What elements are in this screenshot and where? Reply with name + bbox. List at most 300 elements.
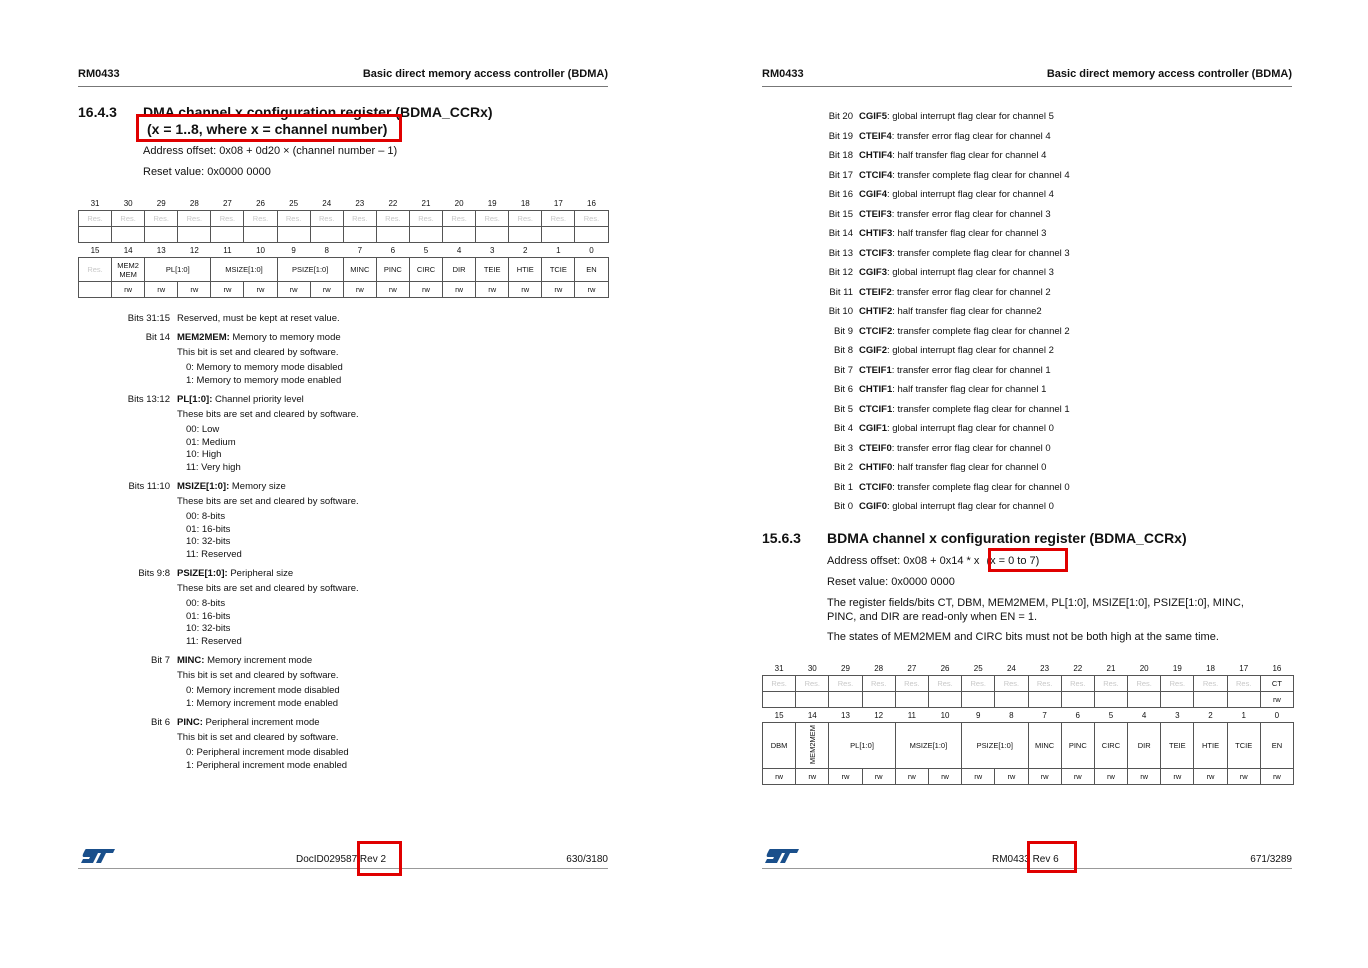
access-type: rw: [409, 282, 442, 298]
header-chapter: Basic direct memory access controller (BDMA): [362, 68, 608, 80]
access-type: rw: [509, 282, 542, 298]
bit-text: Channel priority level: [212, 394, 304, 405]
bit-text: : half transfer flag clear for channel 3: [892, 228, 1047, 239]
field-name: CTCIF1: [859, 404, 893, 415]
bit-label: Bit 17: [828, 170, 853, 181]
bit-number: 30: [807, 663, 817, 673]
field-reserved: Res.: [1028, 676, 1061, 692]
access-type: rw: [178, 282, 211, 298]
bit-label: Bit 0: [833, 501, 853, 512]
access-type: rw: [277, 282, 310, 298]
address-offset-prefix: Address offset: 0x08 + 0x14 * x: [827, 555, 980, 567]
bit-number: 18: [520, 198, 530, 208]
bit-text: Memory to memory mode: [229, 332, 341, 343]
bit-label: Bit 3: [833, 443, 853, 454]
access-row-lower: [79, 282, 609, 298]
bit-value: 10: 32-bits: [186, 536, 231, 547]
bit-number: 26: [940, 663, 950, 673]
bit-value: 0: Memory to memory mode disabled: [186, 362, 343, 373]
bit-number: 11: [907, 710, 916, 720]
bit-label: Bit 1: [833, 482, 853, 493]
access-type: rw: [1094, 769, 1127, 785]
field-pinc: PINC: [1061, 723, 1094, 769]
bit-number: 5: [1108, 710, 1114, 720]
bit-number: 27: [907, 663, 917, 673]
note-readonly-line2: PINC, and DIR are read-only when EN = 1.: [827, 611, 1038, 623]
field-teie: TEIE: [476, 258, 509, 282]
bit-number: 2: [1208, 710, 1213, 720]
section-title: DMA channel x configuration register (BDMA_CCRx): [143, 104, 493, 120]
bit-text: : transfer complete flag clear for channel 4: [892, 170, 1070, 181]
field-name: CGIF5: [859, 111, 887, 122]
field-name: CTEIF4: [859, 131, 892, 142]
bit-number: 3: [1175, 710, 1180, 720]
bit-text: Reserved, must be kept at reset value.: [177, 313, 340, 324]
bit-value: 11: Reserved: [186, 636, 242, 647]
field-reserved: Res.: [1061, 676, 1094, 692]
field-row-upper: [79, 211, 609, 227]
bit-number: 25: [289, 198, 299, 208]
bit-label: Bit 9: [833, 326, 853, 337]
field-name: PSIZE[1:0]:: [177, 568, 228, 579]
section-subtitle: (x = 1..8, where x = channel number): [147, 121, 388, 137]
bit-number: 10: [940, 710, 950, 720]
st-logo-icon: [764, 848, 800, 864]
bit-note: These bits are set and cleared by software.: [177, 583, 359, 594]
field-name: CHTIF2: [859, 306, 893, 317]
address-offset: Address offset: 0x08 + 0d20 × (channel number – 1): [143, 145, 398, 157]
field-reserved: Res.: [796, 676, 829, 692]
register-map-table: [78, 196, 609, 298]
bit-label: Bits 11:10: [128, 481, 170, 492]
bit-label: Bit 10: [828, 306, 853, 317]
field-en: EN: [1260, 723, 1293, 769]
field-reserved: Res.: [575, 211, 608, 227]
highlight-box: [136, 114, 402, 142]
access-type: rw: [575, 282, 608, 298]
footer-page-number: 671/3289: [1250, 854, 1292, 865]
bit-number-row-upper: [79, 196, 609, 211]
bit-number: 13: [156, 245, 166, 255]
bit-text: : half transfer flag clear for channel 4: [892, 150, 1047, 161]
bit-value: 1: Memory to memory mode enabled: [186, 375, 342, 386]
bit-text: : global interrupt flag clear for channel 5: [886, 111, 1054, 122]
bit-number: 31: [90, 198, 100, 208]
bit-number: 8: [324, 245, 329, 255]
bit-label: Bit 15: [828, 209, 853, 220]
bit-text: : transfer complete flag clear for channel 0: [892, 482, 1070, 493]
access-type: rw: [862, 769, 895, 785]
field-row-upper: [763, 676, 1294, 692]
bit-number: 17: [1239, 663, 1249, 673]
access-type: rw: [443, 282, 476, 298]
bit-number: 0: [589, 245, 594, 255]
bit-number: 20: [454, 198, 464, 208]
bit-number: 6: [390, 245, 396, 255]
field-mem2mem: [112, 258, 145, 282]
bit-number: 14: [123, 245, 133, 255]
bit-value: 11: Very high: [186, 462, 241, 473]
bit-number: 19: [1172, 663, 1182, 673]
field-row-lower: [79, 258, 609, 282]
bit-number: 21: [1106, 663, 1116, 673]
bit-text: : transfer error flag clear for channel 4: [891, 131, 1051, 142]
field-label: MEM2: [117, 260, 139, 270]
access-type: rw: [112, 282, 145, 298]
footer-doc-id: RM0433 Rev 6: [992, 854, 1059, 865]
field-psize: PSIZE[1:0]: [962, 723, 1028, 769]
field-name: PINC:: [177, 717, 203, 728]
field-msize: MSIZE[1:0]: [211, 258, 277, 282]
reset-value: Reset value: 0x0000 0000: [143, 166, 271, 178]
bit-value: 00: 8-bits: [186, 598, 226, 609]
header-doc-id: RM0433: [762, 68, 804, 80]
field-minc: MINC: [343, 258, 376, 282]
bit-label: Bit 2: [833, 462, 853, 473]
access-type: rw: [542, 282, 575, 298]
bit-number: 3: [489, 245, 495, 255]
bit-number: 9: [975, 710, 981, 720]
bit-number: 31: [774, 663, 784, 673]
bit-number: 28: [874, 663, 884, 673]
field-reserved: Res.: [343, 211, 376, 227]
access-type: rw: [829, 769, 862, 785]
field-reserved: Res.: [1128, 676, 1161, 692]
bit-label: Bit 14: [145, 332, 170, 343]
access-type: rw: [211, 282, 244, 298]
field-name: CTEIF3: [859, 209, 892, 220]
access-type: rw: [763, 769, 796, 785]
bit-value: 01: 16-bits: [186, 524, 231, 535]
bit-value: 01: 16-bits: [186, 611, 231, 622]
field-name: PL[1:0]:: [177, 394, 213, 405]
field-name: CHTIF0: [859, 462, 893, 473]
highlight-box: [988, 548, 1068, 572]
bit-text: : global interrupt flag clear for channel 4: [886, 189, 1054, 200]
access-type: rw: [476, 282, 509, 298]
section-number: 16.4.3: [78, 104, 117, 120]
section-title: BDMA channel x configuration register (BDMA_CCRx): [827, 530, 1187, 546]
bit-number: 22: [1073, 663, 1083, 673]
bit-value: 0: Memory increment mode disabled: [186, 685, 340, 696]
field-reserved: Res.: [1094, 676, 1127, 692]
page-footer: [78, 848, 608, 869]
field-circ: CIRC: [1094, 723, 1127, 769]
field-name: CGIF1: [859, 423, 887, 434]
bit-note: This bit is set and cleared by software.: [177, 732, 339, 743]
bit-label: Bit 6: [150, 717, 170, 728]
field-row-lower: [763, 723, 1294, 769]
bit-number: 12: [874, 710, 884, 720]
access-type: rw: [928, 769, 961, 785]
bit-value: 00: 8-bits: [186, 511, 226, 522]
bit-value: 0: Peripheral increment mode disabled: [186, 747, 349, 758]
footer-doc-id: DocID029587 Rev 2: [296, 854, 387, 865]
field-circ: CIRC: [409, 258, 442, 282]
field-reserved: Res.: [277, 211, 310, 227]
bit-label: Bit 12: [828, 267, 853, 278]
field-ct: CT: [1260, 676, 1293, 692]
field-reserved: Res.: [1161, 676, 1194, 692]
bit-number: 5: [423, 245, 429, 255]
bit-text: : transfer complete flag clear for channel 1: [892, 404, 1070, 415]
bit-number: 10: [256, 245, 265, 255]
field-name: CTEIF0: [859, 443, 892, 454]
field-dir: DIR: [1128, 723, 1161, 769]
bit-label: Bit 13: [828, 248, 853, 259]
bit-number: 14: [807, 710, 817, 720]
field-reserved: Res.: [962, 676, 995, 692]
bit-number: 11: [223, 245, 232, 255]
field-name: CTEIF2: [859, 287, 892, 298]
bit-number: 22: [388, 198, 398, 208]
access-type: rw: [796, 769, 829, 785]
bit-value: 11: Reserved: [186, 549, 242, 560]
bit-number: 2: [523, 245, 528, 255]
field-reserved: Res.: [310, 211, 343, 227]
bit-note: This bit is set and cleared by software.: [177, 670, 339, 681]
access-type: rw: [343, 282, 376, 298]
bit-number: 30: [123, 198, 133, 208]
bit-number: 27: [222, 198, 232, 208]
bit-number: 26: [256, 198, 265, 208]
bit-number-row-upper: [763, 661, 1294, 676]
bit-number: 15: [774, 710, 784, 720]
field-reserved: Res.: [995, 676, 1028, 692]
bit-label: Bits 13:12: [127, 394, 170, 405]
access-type: rw: [244, 282, 277, 298]
field-psize: PSIZE[1:0]: [277, 258, 343, 282]
bit-text: Peripheral size: [227, 568, 294, 579]
bit-number: 8: [1009, 710, 1014, 720]
field-name: CGIF2: [859, 345, 887, 356]
field-htie: HTIE: [1194, 723, 1227, 769]
bit-number: 13: [841, 710, 850, 720]
field-msize: MSIZE[1:0]: [895, 723, 961, 769]
bit-text: : transfer complete flag clear for channel 2: [892, 326, 1070, 337]
access-type: rw: [995, 769, 1028, 785]
bit-text: : transfer complete flag clear for channel 3: [892, 248, 1070, 259]
field-name: MINC:: [177, 655, 205, 666]
field-reserved: Res.: [476, 211, 509, 227]
field-dbm: DBM: [763, 723, 796, 769]
field-name: CTCIF0: [859, 482, 893, 493]
bit-text: : global interrupt flag clear for channel 3: [886, 267, 1054, 278]
bit-number: 21: [421, 198, 431, 208]
access-row-lower: [763, 769, 1294, 785]
bit-text: : transfer error flag clear for channel 1: [891, 365, 1051, 376]
bit-value: 01: Medium: [186, 437, 236, 448]
bit-label: Bit 19: [828, 131, 853, 142]
field-reserved: Res.: [79, 258, 112, 282]
access-type: rw: [1260, 692, 1293, 708]
field-name: CHTIF3: [859, 228, 893, 239]
bit-number: 17: [553, 198, 563, 208]
bit-value: 10: 32-bits: [186, 623, 231, 634]
bit-number: 20: [1139, 663, 1149, 673]
bit-note: These bits are set and cleared by software.: [177, 496, 359, 507]
field-reserved: Res.: [1194, 676, 1227, 692]
bit-number: 6: [1075, 710, 1080, 720]
bit-value: 00: Low: [186, 424, 220, 435]
bit-number: 25: [973, 663, 983, 673]
bit-number: 29: [156, 198, 166, 208]
bit-number: 23: [355, 198, 365, 208]
field-reserved: Res.: [211, 211, 244, 227]
field-reserved: Res.: [178, 211, 211, 227]
access-row-upper: [763, 692, 1294, 708]
bit-number: 9: [291, 245, 296, 255]
bit-number: 1: [1241, 710, 1246, 720]
bit-number: 24: [322, 198, 332, 208]
bit-note: These bits are set and cleared by software.: [177, 409, 359, 420]
field-reserved: Res.: [928, 676, 961, 692]
access-type: rw: [1227, 769, 1260, 785]
bit-label: Bit 7: [150, 655, 170, 666]
field-name: CGIF0: [859, 501, 887, 512]
bit-label: Bit 7: [833, 365, 853, 376]
bit-label: Bit 16: [828, 189, 853, 200]
access-type: rw: [962, 769, 995, 785]
field-name: CHTIF1: [859, 384, 893, 395]
bit-label: Bit 11: [829, 287, 853, 298]
bit-label: Bits 31:15: [127, 313, 170, 324]
bit-number: 29: [841, 663, 850, 673]
access-type: rw: [1028, 769, 1061, 785]
field-name: CTCIF3: [859, 248, 893, 259]
bit-text: Peripheral increment mode: [202, 717, 320, 728]
note-mem2mem-circ: The states of MEM2MEM and CIRC bits must not be both high at the same time.: [827, 631, 1219, 643]
bit-label: Bit 14: [828, 228, 853, 239]
note-readonly-line1: The register fields/bits CT, DBM, MEM2MEM, PL[1:0], MSIZE[1:0], PSIZE[1:0], MINC,: [827, 597, 1244, 609]
field-reserved: Res.: [895, 676, 928, 692]
field-reserved: Res.: [244, 211, 277, 227]
bit-text: : global interrupt flag clear for channel 0: [886, 501, 1054, 512]
highlight-box: [357, 841, 402, 876]
right-page: [684, 0, 1368, 968]
bit-number: 7: [357, 245, 363, 255]
field-minc: MINC: [1028, 723, 1061, 769]
access-type: rw: [895, 769, 928, 785]
bit-text: : half transfer flag clear for channe2: [892, 306, 1042, 317]
bit-note: This bit is set and cleared by software.: [177, 347, 339, 358]
field-reserved: Res.: [1227, 676, 1260, 692]
field-label: MEM: [119, 269, 137, 279]
access-type: rw: [1194, 769, 1227, 785]
bit-label: Bits 9:8: [138, 568, 170, 579]
field-name: CHTIF4: [859, 150, 893, 161]
bit-number-row-lower: [763, 708, 1294, 723]
field-reserved: Res.: [443, 211, 476, 227]
header-doc-id: RM0433: [78, 68, 120, 80]
bit-text: : global interrupt flag clear for channel 2: [886, 345, 1054, 356]
field-name: CGIF3: [859, 267, 887, 278]
bit-value: 1: Peripheral increment mode enabled: [186, 760, 348, 771]
bit-text: : transfer error flag clear for channel 0: [891, 443, 1051, 454]
access-row-upper: [79, 227, 609, 243]
bit-label: Bit 6: [833, 384, 853, 395]
field-reserved: Res.: [862, 676, 895, 692]
field-pinc: PINC: [376, 258, 409, 282]
access-type: rw: [310, 282, 343, 298]
bit-text: : global interrupt flag clear for channel 0: [886, 423, 1054, 434]
bit-number: 7: [1042, 710, 1047, 720]
field-reserved: Res.: [763, 676, 796, 692]
field-reserved: Res.: [79, 211, 112, 227]
page-header: [78, 68, 608, 87]
bit-number-row-lower: [79, 243, 609, 258]
access-type: rw: [1128, 769, 1161, 785]
bit-number: 18: [1206, 663, 1215, 673]
bit-number: 19: [487, 198, 497, 208]
access-type: rw: [376, 282, 409, 298]
field-reserved: Res.: [376, 211, 409, 227]
bit-number: 28: [189, 198, 199, 208]
field-reserved: Res.: [829, 676, 862, 692]
field-reserved: Res.: [112, 211, 145, 227]
bit-value: 10: High: [186, 449, 222, 460]
bit-text: : half transfer flag clear for channel 0: [892, 462, 1047, 473]
bit-label: Bit 4: [833, 423, 853, 434]
field-mem2mem: [796, 723, 829, 769]
reset-value: Reset value: 0x0000 0000: [827, 576, 955, 588]
footer-page-number: 630/3180: [566, 854, 608, 865]
field-pl: PL[1:0]: [145, 258, 211, 282]
bit-text: : transfer error flag clear for channel 2: [891, 287, 1051, 298]
bit-number: 4: [456, 245, 462, 255]
field-dir: DIR: [443, 258, 476, 282]
st-logo-icon: [80, 848, 116, 864]
field-reserved: Res.: [145, 211, 178, 227]
access-type: rw: [1260, 769, 1293, 785]
header-chapter: Basic direct memory access controller (BDMA): [1046, 68, 1292, 80]
highlight-box: [1027, 841, 1077, 873]
address-offset-range: (x = 0 to 7): [986, 555, 1040, 567]
bit-value: 1: Memory increment mode enabled: [186, 698, 339, 709]
bit-number: 4: [1141, 710, 1147, 720]
bit-label: Bit 5: [833, 404, 853, 415]
field-en: EN: [575, 258, 608, 282]
field-teie: TEIE: [1161, 723, 1194, 769]
bit-number: 23: [1040, 663, 1050, 673]
bit-number: 12: [189, 245, 199, 255]
field-name: MEM2MEM:: [177, 332, 230, 343]
page-header: [762, 68, 1292, 87]
field-tcie: TCIE: [1227, 723, 1260, 769]
bit-number: 15: [90, 245, 100, 255]
field-name: CTEIF1: [859, 365, 892, 376]
access-type: rw: [1061, 769, 1094, 785]
field-reserved: Res.: [542, 211, 575, 227]
access-type: rw: [1161, 769, 1194, 785]
bit-label: Bit 20: [828, 111, 853, 122]
register-map-table: [762, 661, 1294, 785]
bit-number: 1: [556, 245, 561, 255]
bit-text: : half transfer flag clear for channel 1: [892, 384, 1047, 395]
bit-number: 16: [1272, 663, 1282, 673]
field-htie: HTIE: [509, 258, 542, 282]
bit-text: Memory increment mode: [204, 655, 313, 666]
field-pl: PL[1:0]: [829, 723, 895, 769]
access-type: rw: [145, 282, 178, 298]
field-name: CTCIF4: [859, 170, 893, 181]
bit-text: Memory size: [229, 481, 286, 492]
field-label: MEM2MEM: [807, 724, 817, 765]
bit-number: 0: [1274, 710, 1280, 720]
bit-number: 16: [587, 198, 596, 208]
section-number: 15.6.3: [762, 530, 801, 546]
bit-text: : transfer error flag clear for channel 3: [891, 209, 1051, 220]
